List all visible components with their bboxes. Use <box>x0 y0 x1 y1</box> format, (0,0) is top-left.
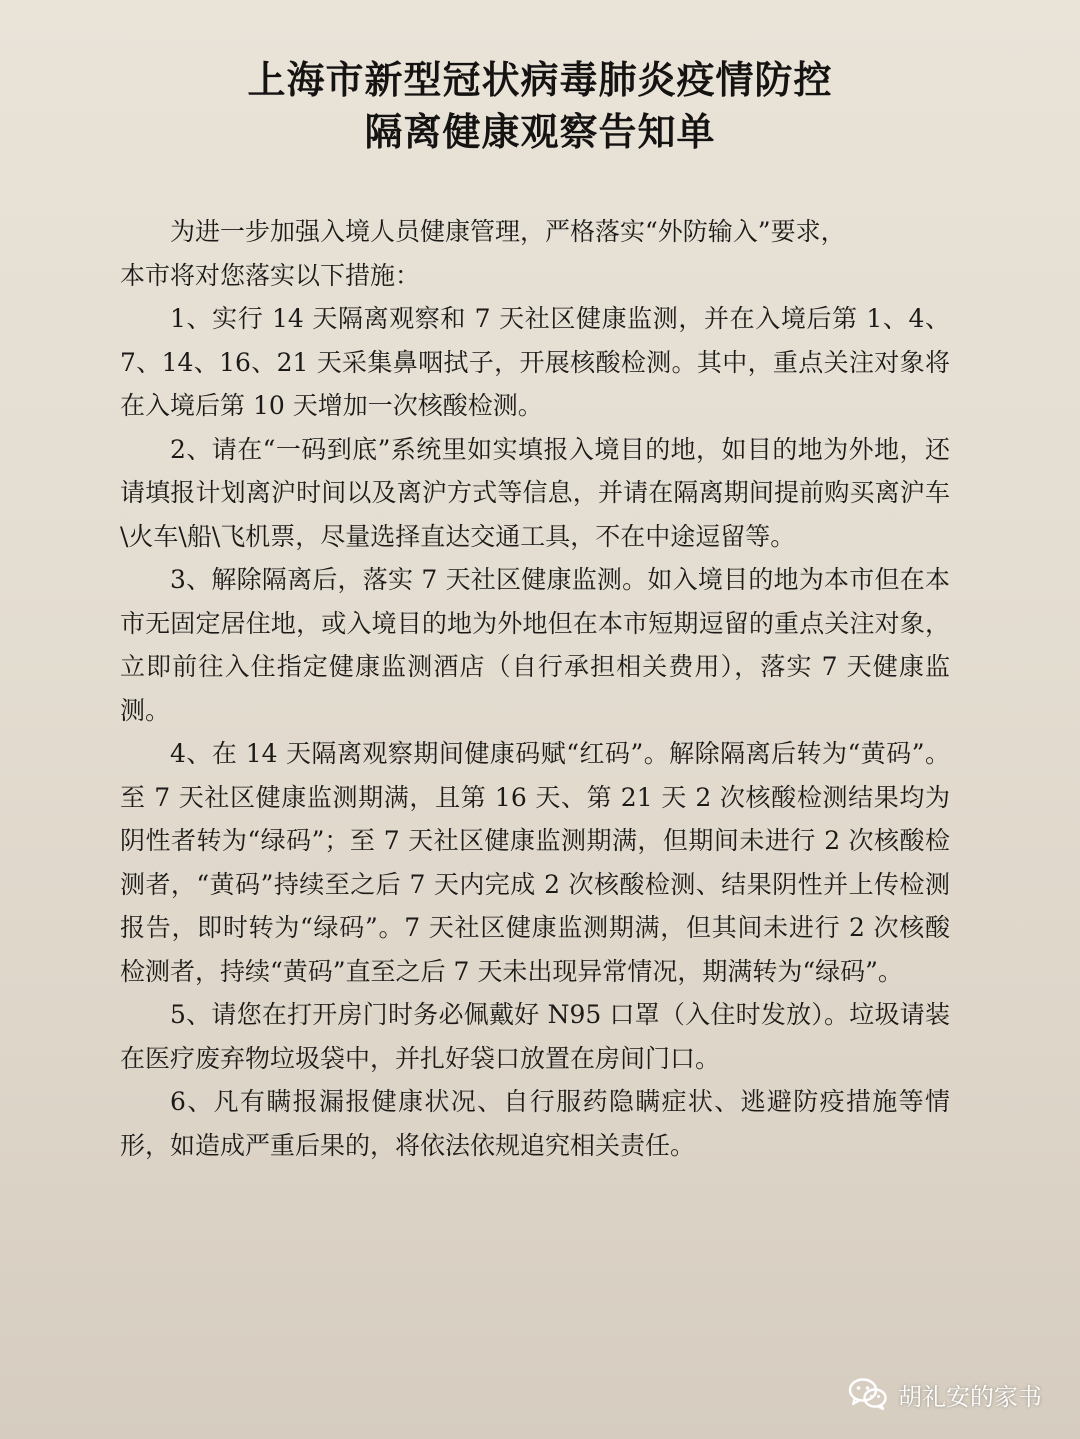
measure-item-3: 3、解除隔离后，落实 7 天社区健康监测。如入境目的地为本市但在本市无固定居住地，或入境目的地为外地但在本市短期逗留的重点关注对象，立即前往入住指定健康监测酒店（自行承担相关费用），落实 7 天健康监测。 <box>120 565 950 725</box>
intro-line2: 本市将对您落实以下措施： <box>120 260 421 290</box>
document-title-line2: 隔离健康观察告知单 <box>364 110 716 154</box>
watermark-text: 胡礼安的家书 <box>898 1382 1042 1411</box>
measure-item-2: 2、请在“一码到底”系统里如实填报入境目的地，如目的地为外地，还请填报计划离沪时间以及离沪方式等信息，并请在隔离期间提前购买离沪车\火车\船\飞机票，尽量选择直达交通工具，不在中途逗留等。 <box>120 434 950 551</box>
watermark <box>848 1372 1042 1416</box>
measure-item-6: 6、凡有瞒报漏报健康状况、自行服药隐瞒症状、逃避防疫措施等情形，如造成严重后果的，将依法依规追究相关责任。 <box>120 1087 950 1160</box>
wechat-icon <box>848 1377 888 1411</box>
document-title-line1: 上海市新型冠状病毒肺炎疫情防控 <box>247 58 833 102</box>
document-body <box>120 210 950 1167</box>
measure-item-5: 5、请您在打开房门时务必佩戴好 N95 口罩（入住时发放）。垃圾请装在医疗废弃物垃圾袋中，并扎好袋口放置在房间门口。 <box>120 1000 950 1073</box>
measure-item-1: 1、实行 14 天隔离观察和 7 天社区健康监测，并在入境后第 1、4、7、14、16、21 天采集鼻咽拭子，开展核酸检测。其中，重点关注对象将在入境后第 10 天增加一次核酸检测。 <box>120 304 950 420</box>
intro-line1: 为进一步加强入境人员健康管理，严格落实“外防输入”要求， <box>170 217 846 246</box>
measure-item-4: 4、在 14 天隔离观察期间健康码赋“红码”。解除隔离后转为“黄码”。至 7 天社区健康监测期满，且第 16 天、第 21 天 2 次核酸检测结果均为阴性者转为“绿码”；至 7 天社区健康监测期满，但期间未进行 2 次核酸检测者，“黄码”持续至之后 7 天内完成 2 次核酸检测、结果阴性并上传检测报告，即时转为“绿码”。7 天社区健康监测期满，但其间未进行 2 次核酸检测者，持续“黄码”直至之后 7 天未出现异常情况，期满转为“绿码”。 <box>120 739 950 986</box>
